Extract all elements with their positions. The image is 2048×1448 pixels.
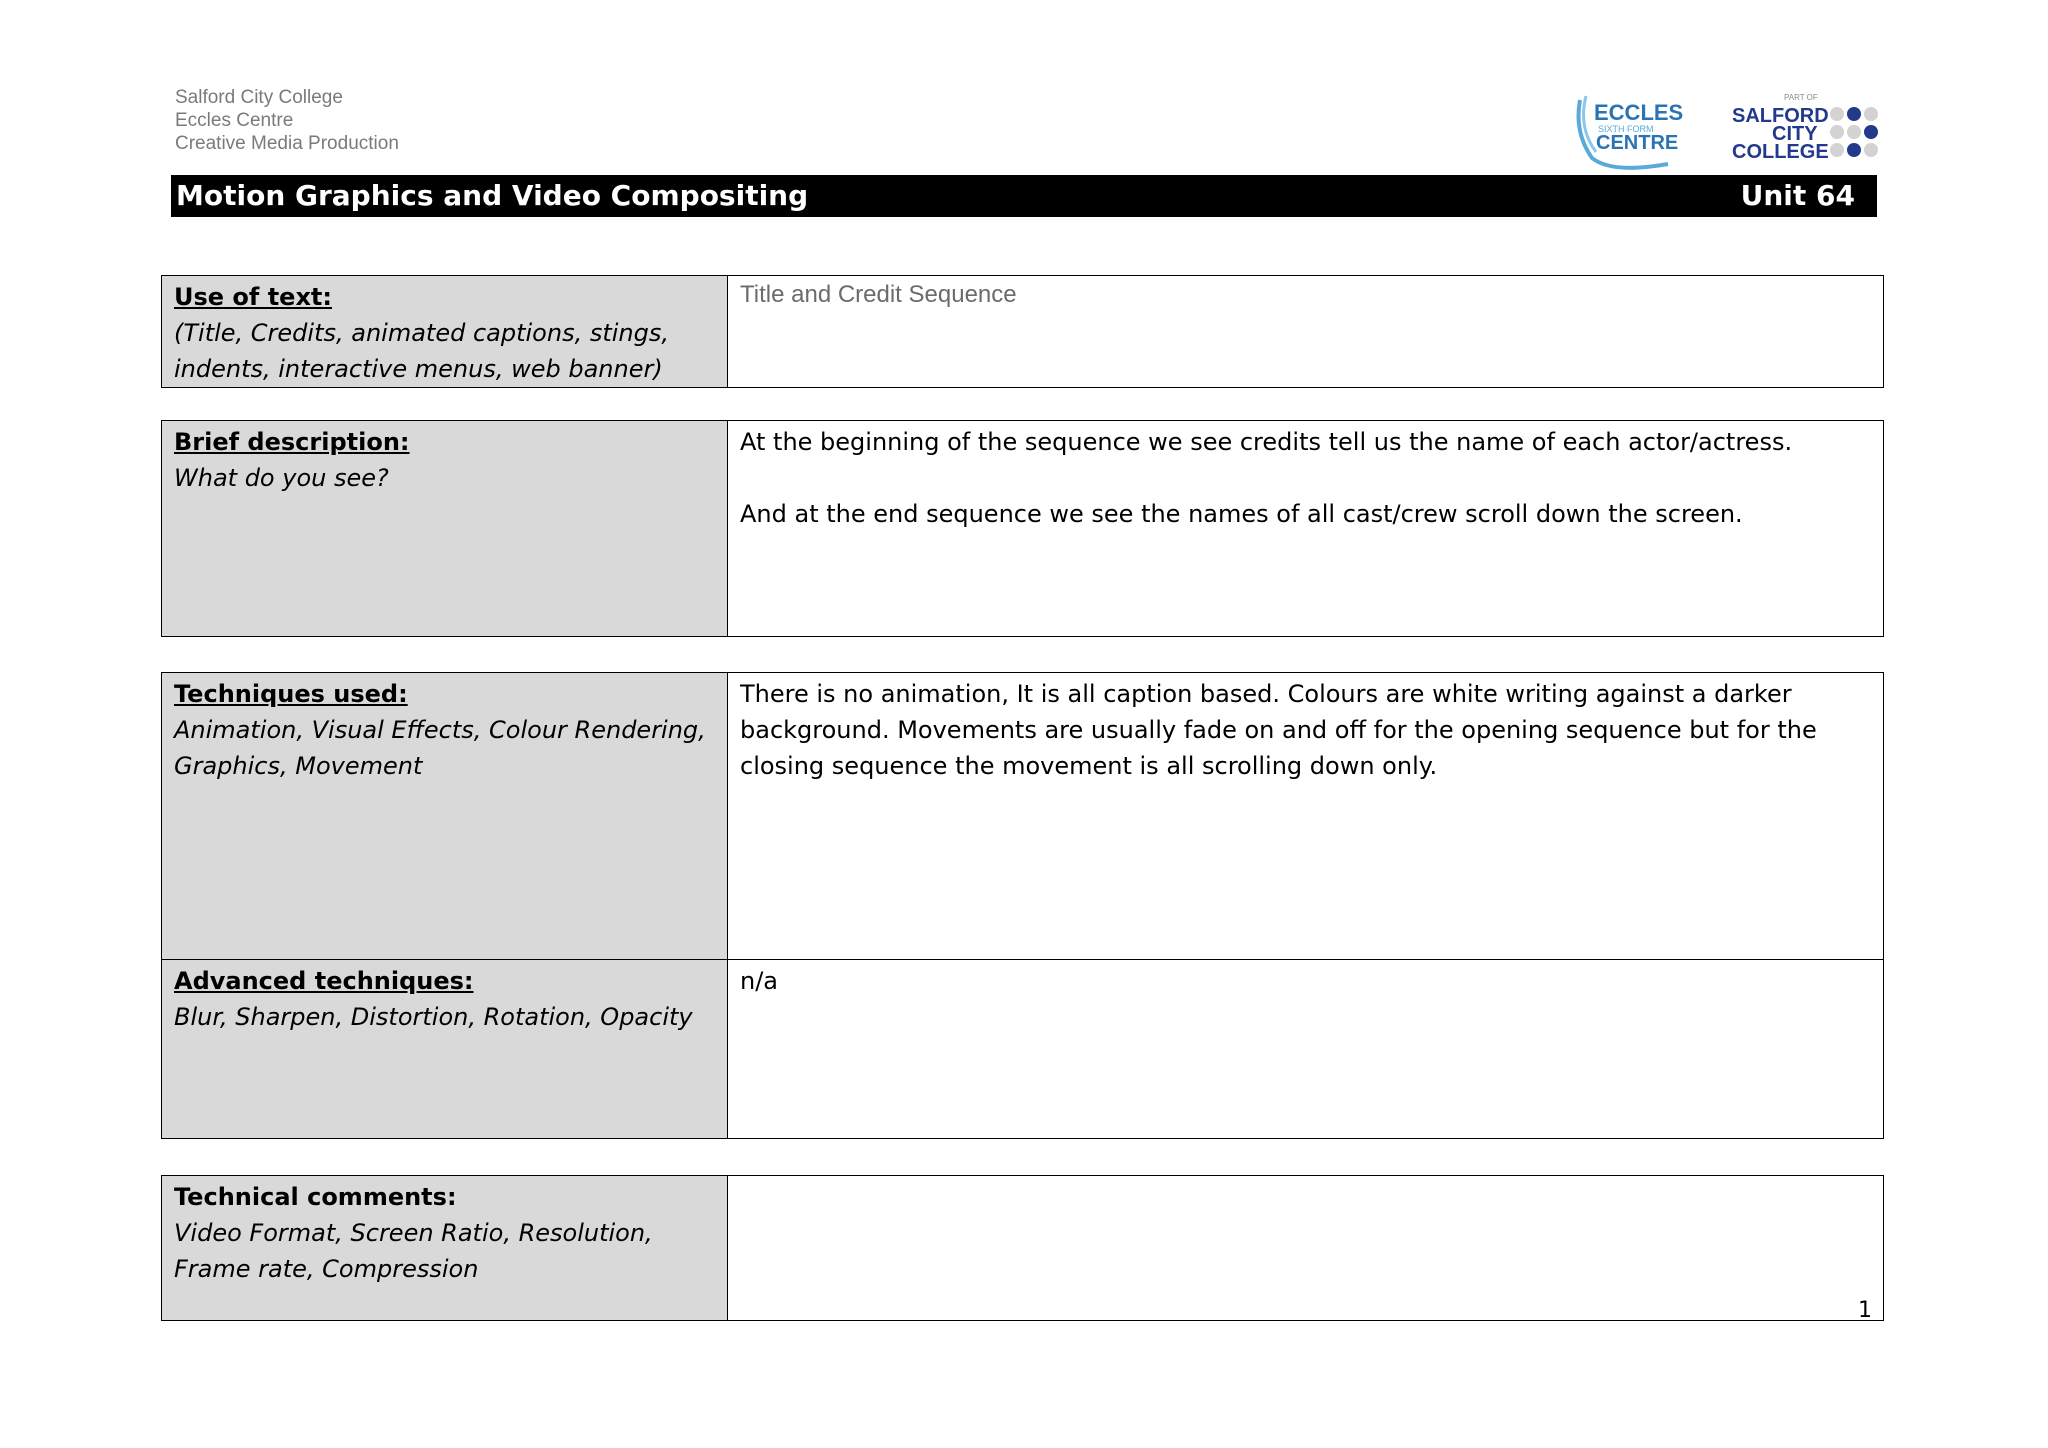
header-info bbox=[175, 86, 399, 155]
brief-description-paragraph-1: At the beginning of the sequence we see credits tell us the name of each actor/actress. bbox=[740, 428, 1793, 456]
course-title: Motion Graphics and Video Compositing bbox=[176, 179, 809, 212]
unit-number: Unit 64 bbox=[1740, 179, 1855, 212]
use-of-text-value-cell[interactable] bbox=[728, 276, 1884, 388]
technical-comments-label-cell bbox=[162, 1176, 728, 1321]
header-line-college: Salford City College bbox=[175, 87, 343, 108]
header-line-centre: Eccles Centre bbox=[175, 110, 294, 131]
eccles-logo-line1: ECCLES bbox=[1594, 100, 1684, 125]
techniques-used-subheading: Animation, Visual Effects, Colour Rendering, Graphics, Movement bbox=[174, 716, 706, 780]
techniques-table bbox=[161, 672, 1884, 1139]
eccles-centre-logo bbox=[1579, 96, 1684, 168]
technical-comments-value-cell[interactable] bbox=[728, 1176, 1884, 1321]
use-of-text-heading: Use of text: bbox=[174, 283, 332, 311]
page-number: 1 bbox=[1858, 1298, 1872, 1323]
eccles-logo-line3: CENTRE bbox=[1596, 132, 1679, 154]
techniques-used-row bbox=[162, 673, 1884, 960]
brief-description-value-cell[interactable] bbox=[728, 421, 1884, 637]
brief-description-label-cell bbox=[162, 421, 728, 637]
use-of-text-row bbox=[162, 276, 1884, 388]
brief-description-table bbox=[161, 420, 1884, 637]
advanced-techniques-subheading: Blur, Sharpen, Distortion, Rotation, Opacity bbox=[174, 1003, 693, 1031]
brief-description-subheading: What do you see? bbox=[174, 464, 389, 492]
salford-logo-line1: SALFORD bbox=[1732, 105, 1829, 127]
logos-graphic bbox=[1572, 92, 1884, 170]
brief-description-heading: Brief description: bbox=[174, 428, 410, 456]
salford-city-college-logo bbox=[1732, 93, 1878, 163]
salford-logo-small: PART OF bbox=[1784, 93, 1818, 102]
advanced-techniques-label-cell bbox=[162, 960, 728, 1139]
brief-description-row bbox=[162, 421, 1884, 637]
techniques-used-value: There is no animation, It is all caption based. Colours are white writing against a darker background. Movements are usually fade on and off for the opening sequence but for the closing sequence the movement is all scrolling down only. bbox=[740, 680, 1817, 780]
eccles-logo-line2: SIXTH FORM bbox=[1598, 124, 1654, 134]
techniques-used-value-cell[interactable] bbox=[728, 673, 1884, 960]
technical-comments-table bbox=[161, 1175, 1884, 1321]
advanced-techniques-value-cell[interactable] bbox=[728, 960, 1884, 1139]
technical-comments-subheading: Video Format, Screen Ratio, Resolution, Frame rate, Compression bbox=[174, 1219, 653, 1283]
header-line-department: Creative Media Production bbox=[175, 133, 399, 154]
techniques-used-label-cell bbox=[162, 673, 728, 960]
techniques-used-heading: Techniques used: bbox=[174, 680, 408, 708]
salford-logo-line3: COLLEGE bbox=[1732, 141, 1829, 163]
salford-logo-line2: CITY bbox=[1772, 123, 1818, 145]
brief-description-paragraph-2: And at the end sequence we see the names of all cast/crew scroll down the screen. bbox=[740, 500, 1743, 528]
advanced-techniques-value: n/a bbox=[740, 967, 779, 995]
logos bbox=[1572, 92, 1884, 170]
technical-comments-heading: Technical comments: bbox=[174, 1183, 457, 1211]
use-of-text-value: Title and Credit Sequence bbox=[740, 281, 1017, 308]
advanced-techniques-row bbox=[162, 960, 1884, 1139]
use-of-text-subheading: (Title, Credits, animated captions, stings, indents, interactive menus, web banner) bbox=[174, 319, 669, 383]
advanced-techniques-heading: Advanced techniques: bbox=[174, 967, 474, 995]
use-of-text-label-cell bbox=[162, 276, 728, 388]
technical-comments-row bbox=[162, 1176, 1884, 1321]
title-bar bbox=[171, 175, 1877, 217]
use-of-text-table bbox=[161, 275, 1884, 388]
